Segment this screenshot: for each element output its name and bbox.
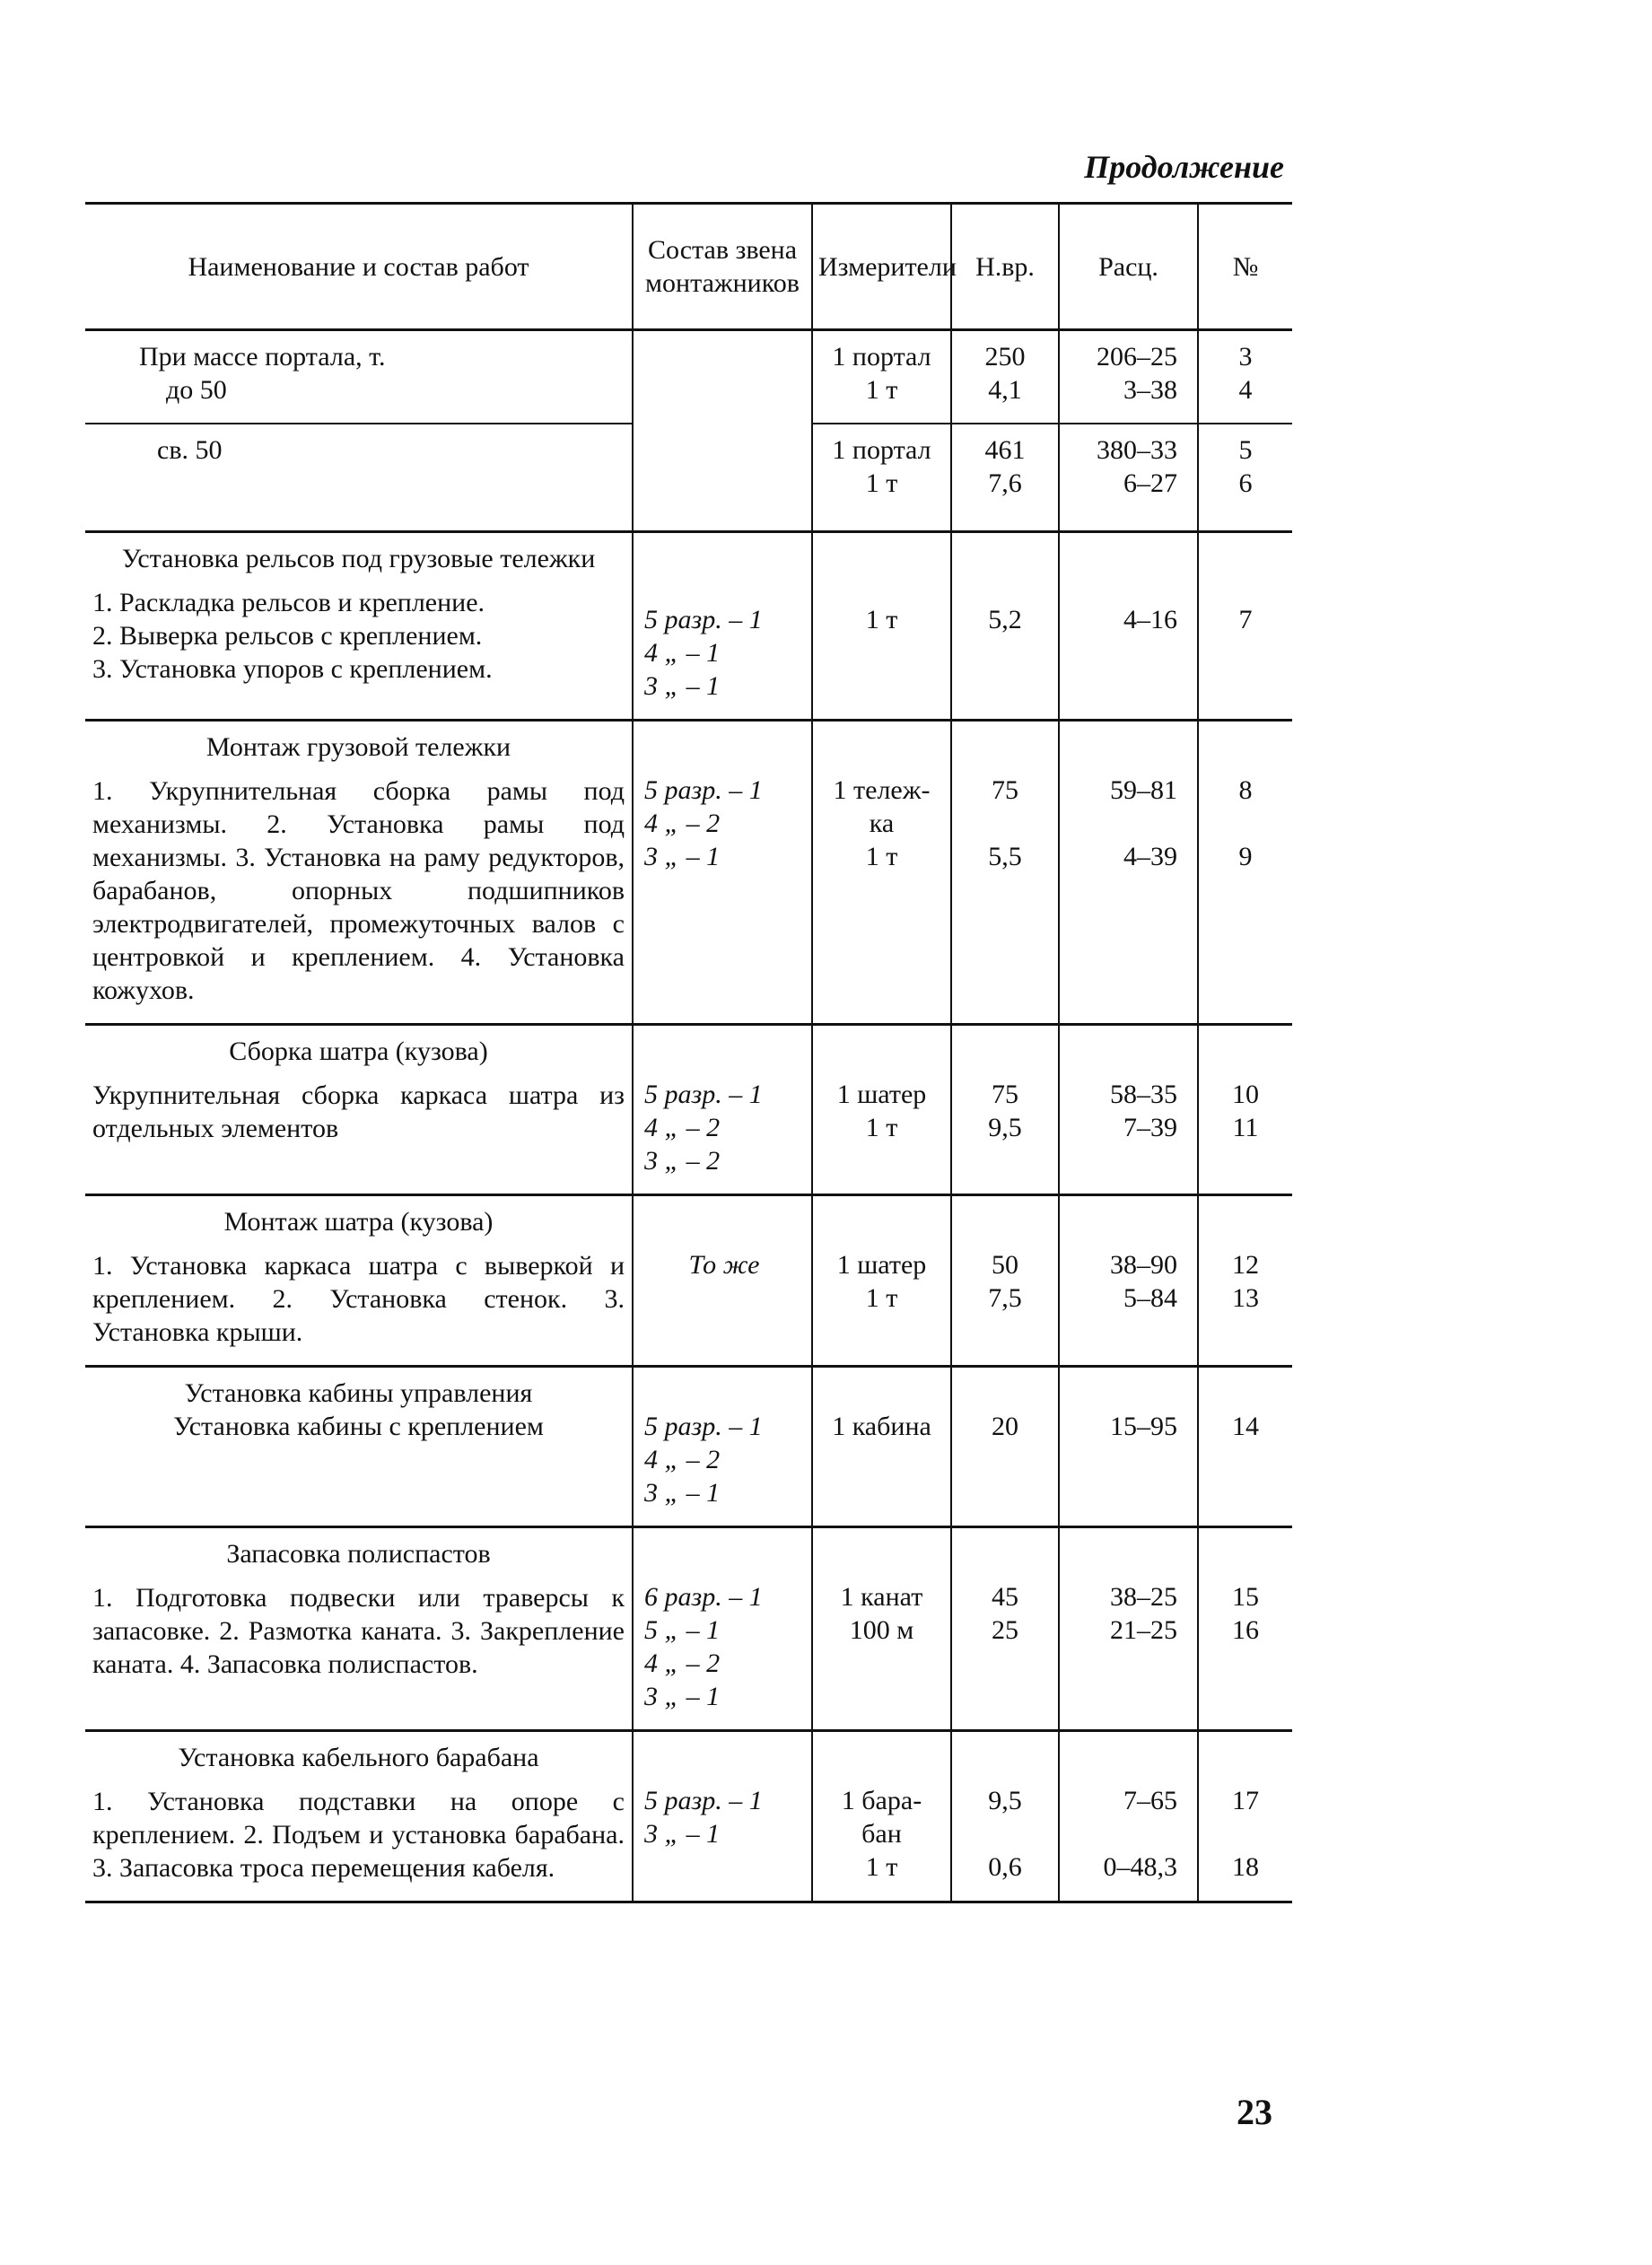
time-cell [951,1527,1059,1731]
time-value: 9,5 [988,1113,1022,1142]
time-cell [951,1367,1059,1527]
work-name-cell [85,1731,633,1902]
time-value: 0,6 [988,1852,1022,1882]
time-value: 7,5 [988,1283,1022,1313]
rate-cell [1059,330,1198,424]
table-row [85,721,1292,1025]
rate-value: 6–27 [1123,468,1177,498]
header-crew: Состав звена монтажников [633,204,812,330]
unit-value: ка [869,809,895,838]
rate-value: 7–65 [1123,1786,1177,1815]
section-title: Запасовка полиспастов [226,1539,491,1569]
rate-value: 0–48,3 [1103,1852,1177,1882]
section-title: Установка рельсов под грузовые тележки [121,544,596,573]
table-row [85,1527,1292,1731]
num-value: 6 [1238,468,1253,498]
work-name-cell [85,721,633,1025]
crew-line: 4 „ – 2 [644,1445,721,1474]
section-title: Монтаж шатра (кузова) [223,1207,494,1237]
unit-value: 1 тележ- [833,775,931,805]
crew-line: 3 „ – 1 [644,1478,721,1508]
unit-cell [812,330,951,424]
work-name-cell [85,1025,633,1195]
num-value: 17 [1232,1786,1259,1815]
section-title: Установка кабины управления [184,1378,533,1408]
crew-cell [633,1527,812,1731]
rate-cell [1059,1195,1198,1367]
rate-cell [1059,532,1198,721]
section-title: Монтаж грузовой тележки [205,732,511,762]
unit-value: 1 канат [840,1582,923,1612]
table-row [85,330,1292,424]
time-value: 4,1 [988,375,1022,405]
unit-value: бан [861,1819,902,1849]
num-cell [1198,1195,1292,1367]
time-value: 5,2 [988,605,1022,634]
unit-value: 1 т [865,1852,898,1882]
rate-value: 4–39 [1123,842,1177,871]
rate-value: 4–16 [1123,605,1177,634]
time-value: 75 [992,775,1018,805]
unit-cell [812,1367,951,1527]
unit-cell [812,1527,951,1731]
work-desc: до 50 [166,375,227,405]
crew-cell [633,1195,812,1367]
unit-cell [812,424,951,532]
table-row [85,1025,1292,1195]
time-cell [951,1025,1059,1195]
unit-value: 1 т [865,842,898,871]
rate-value: 38–90 [1110,1250,1177,1280]
work-name-cell [85,532,633,721]
work-step: 3. Установка упоров с креплением. [92,654,493,684]
num-value: 12 [1232,1250,1259,1280]
header-rate: Расц. [1059,204,1198,330]
num-cell [1198,532,1292,721]
section-title: Сборка шатра (кузова) [229,1036,488,1066]
time-value: 45 [992,1582,1018,1612]
unit-cell [812,532,951,721]
crew-line: 5 разр. – 1 [644,1786,763,1815]
norms-table [85,202,1292,1903]
num-value: 13 [1232,1283,1259,1313]
table-header-row [85,204,1292,330]
crew-cell [633,1367,812,1527]
unit-value: 1 портал [832,435,931,465]
num-value: 18 [1232,1852,1259,1882]
rate-value: 15–95 [1110,1412,1177,1441]
crew-line: 5 „ – 1 [644,1615,721,1645]
unit-value: 1 т [865,375,898,405]
table-row [85,1731,1292,1902]
num-cell [1198,1731,1292,1902]
crew-line: 3 „ – 1 [644,1819,721,1849]
crew-line: 4 „ – 2 [644,1648,721,1678]
rate-value: 21–25 [1110,1615,1177,1645]
num-value: 7 [1238,605,1253,634]
table-row [85,1195,1292,1367]
rate-cell [1059,721,1198,1025]
crew-line: 5 разр. – 1 [644,1412,763,1441]
rate-value: 38–25 [1110,1582,1177,1612]
work-name-cell [85,1195,633,1367]
rate-cell [1059,1025,1198,1195]
num-cell [1198,1367,1292,1527]
time-value: 50 [992,1250,1018,1280]
continuation-label: Продолжение [1084,149,1284,185]
time-value: 5,5 [988,842,1022,871]
unit-value: 1 портал [832,342,931,372]
time-cell [951,1195,1059,1367]
num-cell [1198,1527,1292,1731]
unit-value: 100 м [849,1615,914,1645]
num-value: 10 [1232,1080,1259,1109]
num-cell [1198,424,1292,532]
num-value: 11 [1232,1113,1259,1142]
num-cell [1198,721,1292,1025]
num-value: 4 [1238,375,1253,405]
crew-line: 5 разр. – 1 [644,605,763,634]
crew-line: 3 „ – 2 [644,1146,721,1176]
rate-value: 380–33 [1097,435,1177,465]
time-value: 25 [992,1615,1018,1645]
unit-cell [812,1025,951,1195]
time-value: 9,5 [988,1786,1022,1815]
time-cell [951,330,1059,424]
num-value: 16 [1232,1615,1259,1645]
time-cell [951,532,1059,721]
num-cell [1198,1025,1292,1195]
header-name: Наименование и состав работ [85,204,633,330]
work-name-cell [85,1527,633,1731]
work-desc: 1. Укрупнительная сборка рамы под механизмы. 2. Установка рамы под механизмы. 3. Установка на раму редукторов, барабанов, опорных подшипников электродвигателей, промежуточных валов с центровкой и креплением. 4. Установка кожухов. [92,776,625,1005]
rate-value: 59–81 [1110,775,1177,805]
work-step: 1. Раскладка рельсов и крепление. [92,588,485,617]
crew-line: 5 разр. – 1 [644,1080,763,1109]
rate-value: 3–38 [1123,375,1177,405]
unit-value: 1 шатер [836,1080,927,1109]
work-name-cell [85,1367,633,1527]
num-value: 3 [1238,342,1253,372]
num-value: 15 [1232,1582,1259,1612]
work-step: 2. Выверка рельсов с креплением. [92,621,483,651]
crew-line: 3 „ – 1 [644,842,721,871]
unit-value: 1 т [865,1283,898,1313]
crew-cell [633,1731,812,1902]
time-value: 250 [984,342,1026,372]
time-value: 75 [992,1080,1018,1109]
time-value: 7,6 [988,468,1022,498]
section-title: Установка кабельного барабана [178,1743,539,1772]
crew-line: 4 „ – 2 [644,1113,721,1142]
crew-cell [633,721,812,1025]
unit-value: 1 кабина [832,1412,931,1441]
rate-cell [1059,424,1198,532]
crew-line: 6 разр. – 1 [644,1582,763,1612]
unit-cell [812,1731,951,1902]
crew-cell [633,532,812,721]
crew-cell [633,330,812,532]
header-unit: Измерители [812,204,951,330]
rate-cell [1059,1367,1198,1527]
page-number: 23 [1237,2092,1272,2132]
rate-value: 7–39 [1123,1113,1177,1142]
unit-value: 1 т [865,1113,898,1142]
header-time: Н.вр. [951,204,1059,330]
header-num: № [1198,204,1292,330]
num-value: 8 [1238,775,1253,805]
num-value: 14 [1232,1412,1259,1441]
work-desc: 1. Подготовка подвески или траверсы к запасовке. 2. Размотка каната. 3. Закрепление каната. 4. Запасовка полиспастов. [92,1583,625,1679]
crew-cell [633,1025,812,1195]
num-cell [1198,330,1292,424]
work-name-cell [85,424,633,532]
unit-cell [812,721,951,1025]
rate-cell [1059,1731,1198,1902]
num-value: 9 [1238,842,1253,871]
crew-line: 3 „ – 1 [644,671,721,701]
time-value: 20 [992,1412,1018,1441]
work-desc: Укрупнительная сборка каркаса шатра из отдельных элементов [92,1080,625,1143]
unit-cell [812,1195,951,1367]
rate-value: 58–35 [1110,1080,1177,1109]
time-cell [951,721,1059,1025]
time-cell [951,424,1059,532]
work-desc: Установка кабины с креплением [173,1412,544,1441]
work-desc: 1. Установка подставки на опоре с креплением. 2. Подъем и установка барабана. 3. Запасовка троса перемещения кабеля. [92,1787,625,1883]
work-name-cell [85,330,633,424]
unit-value: 1 т [865,605,898,634]
rate-value: 5–84 [1123,1283,1177,1313]
rate-value: 206–25 [1097,342,1177,372]
table-row [85,1367,1292,1527]
unit-value: 1 шатер [836,1250,927,1280]
crew-line: 3 „ – 1 [644,1682,721,1711]
work-title: При массе портала, т. [139,342,386,372]
num-value: 5 [1238,435,1253,465]
table-row [85,532,1292,721]
crew-line: То же [688,1250,760,1280]
crew-line: 4 „ – 1 [644,638,721,668]
work-desc: 1. Установка каркаса шатра с выверкой и креплением. 2. Установка стенок. 3. Установка крыши. [92,1251,625,1347]
unit-value: 1 т [865,468,898,498]
time-value: 461 [984,435,1026,465]
rate-cell [1059,1527,1198,1731]
crew-line: 5 разр. – 1 [644,775,763,805]
time-cell [951,1731,1059,1902]
crew-line: 4 „ – 2 [644,809,721,838]
work-desc: св. 50 [157,435,223,465]
unit-value: 1 бара- [841,1786,922,1815]
